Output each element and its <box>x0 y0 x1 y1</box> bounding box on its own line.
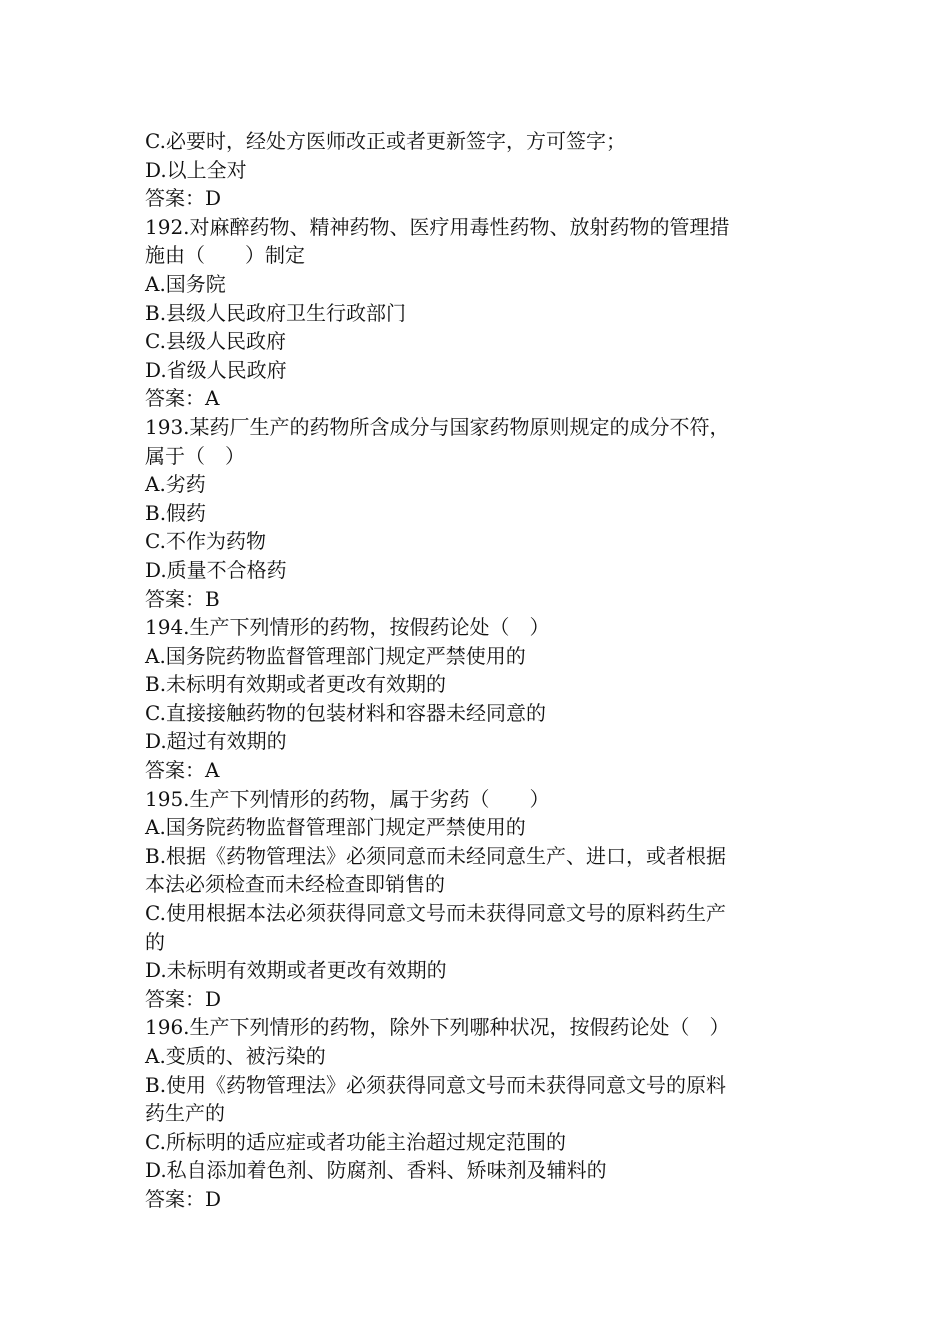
answer-line: 答案：D <box>145 186 222 211</box>
option-line: D.省级人民政府 <box>145 357 287 382</box>
option-line: B.县级人民政府卫生行政部门 <box>145 300 407 325</box>
option-line: C.所标明的适应症或者功能主治超过规定范围的 <box>145 1129 566 1154</box>
question-193: 193.某药厂生产的药物所含成分与国家药物原则规定的成分不符， <box>145 414 730 439</box>
option-line: D.私自添加着色剂、防腐剂、香料、矫味剂及辅料的 <box>145 1158 607 1183</box>
text-line: 的 <box>145 929 165 954</box>
option-line: C.不作为药物 <box>145 529 266 554</box>
question-194: 194.生产下列情形的药物，按假药论处（ ） <box>145 615 550 640</box>
option-line: B.未标明有效期或者更改有效期的 <box>145 672 447 697</box>
answer-line: 答案：A <box>145 758 220 783</box>
option-line: B.根据《药物管理法》必须同意而未经同意生产、进口，或者根据 <box>145 843 727 868</box>
question-192: 192.对麻醉药物、精神药物、医疗用毒性药物、放射药物的管理措 <box>145 214 730 239</box>
document-body <box>145 127 805 1214</box>
option-line: B.假药 <box>145 500 207 525</box>
option-line: D.超过有效期的 <box>145 729 287 754</box>
option-line: A.劣药 <box>145 472 206 497</box>
option-line: C.县级人民政府 <box>145 329 286 354</box>
text-line: 属于（ ） <box>145 443 245 468</box>
question-196: 196.生产下列情形的药物，除外下列哪种状况，按假药论处（ ） <box>145 1015 730 1040</box>
text-line: 药生产的 <box>145 1101 225 1126</box>
option-line: C.使用根据本法必须获得同意文号而未获得同意文号的原料药生产 <box>145 901 726 926</box>
option-line: C.直接接触药物的包装材料和容器未经同意的 <box>145 700 546 725</box>
answer-line: 答案：D <box>145 1186 222 1211</box>
option-line: D.未标明有效期或者更改有效期的 <box>145 958 447 983</box>
option-line: A.国务院药物监督管理部门规定严禁使用的 <box>145 815 526 840</box>
option-line: D.质量不合格药 <box>145 557 287 582</box>
text-line: 施由（ ）制定 <box>145 243 305 268</box>
answer-line: 答案：B <box>145 586 220 611</box>
option-line: A.变质的、被污染的 <box>145 1044 326 1068</box>
text-line: D.以上全对 <box>145 157 247 182</box>
question-195: 195.生产下列情形的药物，属于劣药（ ） <box>145 786 550 811</box>
text-line: 本法必须检查而未经检查即销售的 <box>145 872 445 897</box>
answer-line: 答案：A <box>145 386 220 411</box>
option-line: A.国务院药物监督管理部门规定严禁使用的 <box>145 643 526 668</box>
option-line: A.国务院 <box>145 271 226 296</box>
option-line: B.使用《药物管理法》必须获得同意文号而未获得同意文号的原料 <box>145 1072 727 1097</box>
text-line: C.必要时，经处方医师改正或者更新签字，方可签字； <box>145 129 626 153</box>
answer-line: 答案：D <box>145 986 222 1011</box>
